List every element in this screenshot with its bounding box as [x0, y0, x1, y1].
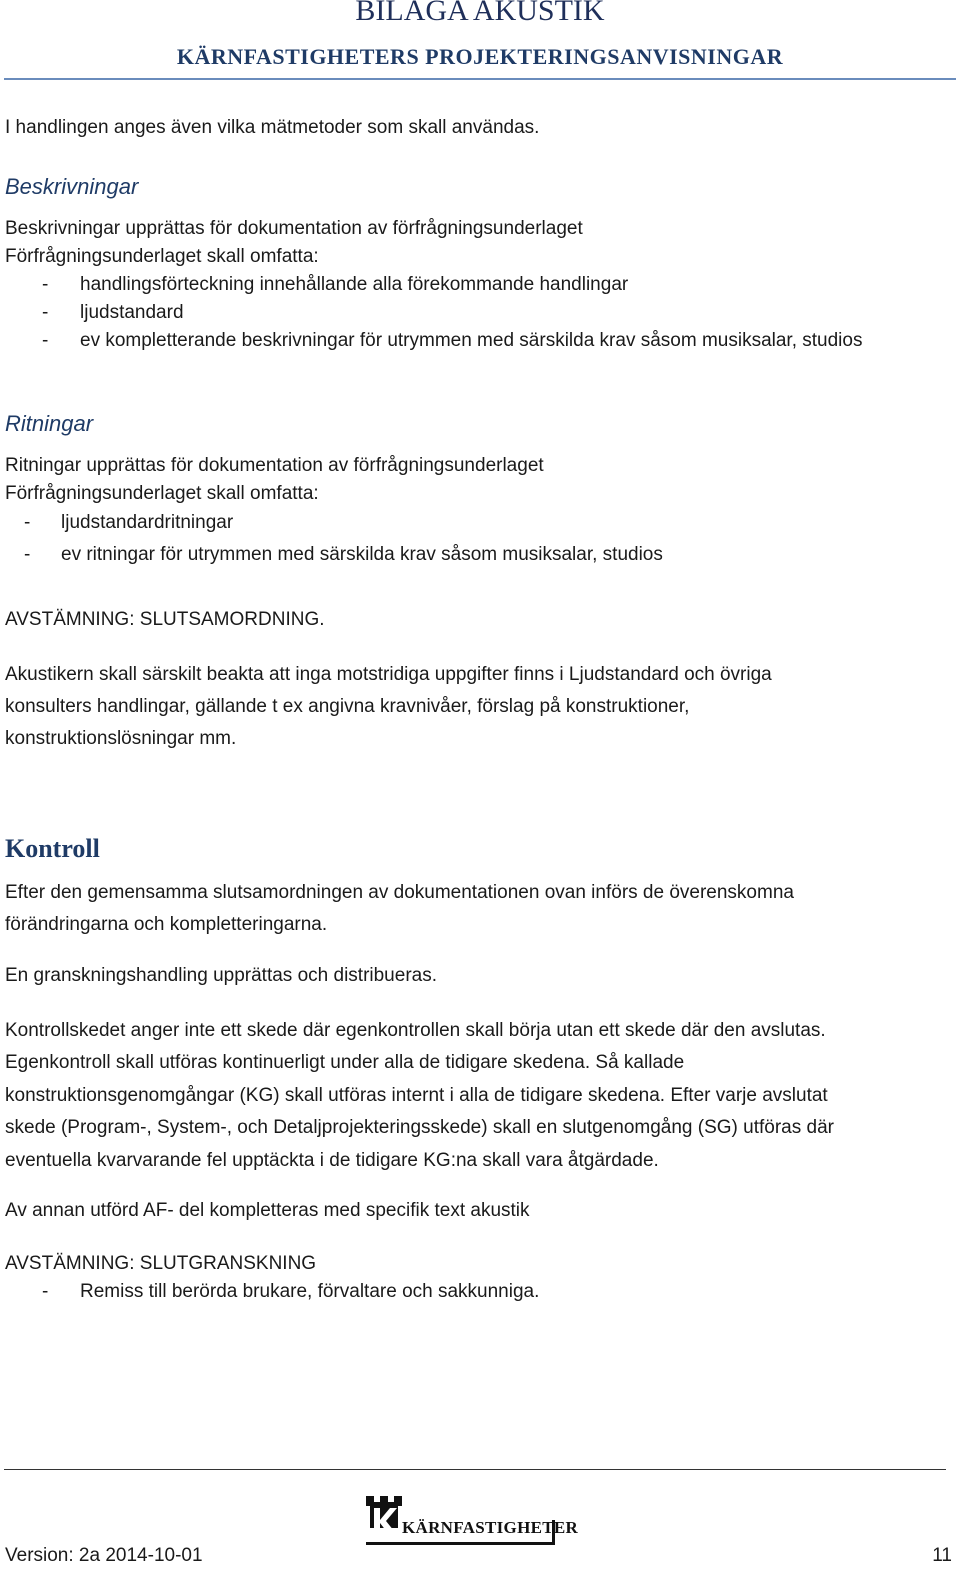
document-subtitle: KÄRNFASTIGHETERS PROJEKTERINGSANVISNINGAR: [176, 44, 784, 69]
logo-wordmark: KÄRNFASTIGHETER: [402, 1518, 579, 1537]
dash-bullet: -: [42, 330, 49, 351]
section-heading-ritningar: Ritningar: [5, 411, 94, 436]
avstamning-slutgranskning: AVSTÄMNING: SLUTGRANSKNING: [5, 1253, 317, 1274]
dash-bullet: -: [42, 1281, 49, 1302]
list-item-text: Remiss till berörda brukare, förvaltare och sakkunniga.: [80, 1281, 540, 1302]
kontroll-paragraph-2: En granskningshandling upprättas och distribueras.: [5, 965, 437, 986]
kaernfastigheter-logo: [364, 1490, 579, 1550]
page-number: 11: [932, 1545, 952, 1566]
list-item-text: ljudstandard: [80, 302, 184, 323]
kontroll-paragraph-4: Av annan utförd AF- del kompletteras med specifik text akustik: [5, 1200, 530, 1221]
dash-bullet: -: [42, 302, 49, 323]
paragraph-line: förändringarna och kompletteringarna.: [5, 914, 328, 935]
dash-bullet: -: [42, 274, 49, 295]
paragraph-line: Efter den gemensamma slutsamordningen av dokumentationen ovan införs de överenskomna: [5, 882, 794, 903]
avstamning-slutsamordning: AVSTÄMNING: SLUTSAMORDNING.: [5, 609, 325, 630]
paragraph-line: skede (Program-, System-, och Detaljprojekteringsskede) skall en slutgenomgång (SG) utföras där: [5, 1117, 834, 1139]
list-item-text: ljudstandardritningar: [61, 512, 234, 533]
kontroll-paragraph-3: [5, 1015, 834, 1177]
document-title: BILAGA AKUSTIK: [355, 0, 605, 27]
section-heading-kontroll: Kontroll: [5, 834, 100, 863]
paragraph-line: Akustikern skall särskilt beakta att inga motstridiga uppgifter finns i Ljudstandard och övriga: [5, 664, 772, 685]
list-item-text: handlingsförteckning innehållande alla förekommande handlingar: [80, 274, 629, 295]
ritningar-line-1: Ritningar upprättas för dokumentation av förfrågningsunderlaget: [5, 455, 544, 476]
beskrivningar-line-2: Förfrågningsunderlaget skall omfatta:: [5, 246, 319, 267]
beskrivningar-line-1: Beskrivningar upprättas för dokumentation av förfrågningsunderlaget: [5, 218, 583, 239]
kontroll-paragraph-1: [5, 877, 794, 941]
paragraph-line: konstruktionsgenomgångar (KG) skall utföras internt i alla de tidigare skedena. Efter varje avslutat: [5, 1084, 828, 1106]
section-heading-beskrivningar: Beskrivningar: [5, 174, 139, 199]
paragraph-line: konsulters handlingar, gällande t ex angivna kravnivåer, förslag på konstruktioner,: [5, 696, 690, 717]
paragraph-line: Egenkontroll skall utföras kontinuerligt under alla de tidigare skedena. Så kallade: [5, 1052, 685, 1074]
header-divider: [4, 78, 956, 80]
paragraph-line: konstruktionslösningar mm.: [5, 728, 237, 749]
intro-text: I handlingen anges även vilka mätmetoder som skall användas.: [5, 117, 540, 138]
dash-bullet: -: [24, 544, 31, 565]
list-item-text: ev kompletterande beskrivningar för utrymmen med särskilda krav såsom musiksalar, studios: [80, 330, 863, 351]
dash-bullet: -: [24, 512, 31, 533]
list-item-text: ev ritningar för utrymmen med särskilda krav såsom musiksalar, studios: [61, 544, 663, 565]
paragraph-line: eventuella kvarvarande fel upptäckta i de tidigare KG:na skall vara åtgärdade.: [5, 1149, 659, 1171]
paragraph-line: Kontrollskedet anger inte ett skede där egenkontrollen skall börja utan ett skede där den avslutas.: [5, 1020, 826, 1041]
footer-divider: [4, 1469, 946, 1470]
ritningar-line-2: Förfrågningsunderlaget skall omfatta:: [5, 483, 319, 504]
version-label: Version: 2a 2014-10-01: [5, 1545, 203, 1566]
akustik-paragraph: [5, 659, 772, 755]
